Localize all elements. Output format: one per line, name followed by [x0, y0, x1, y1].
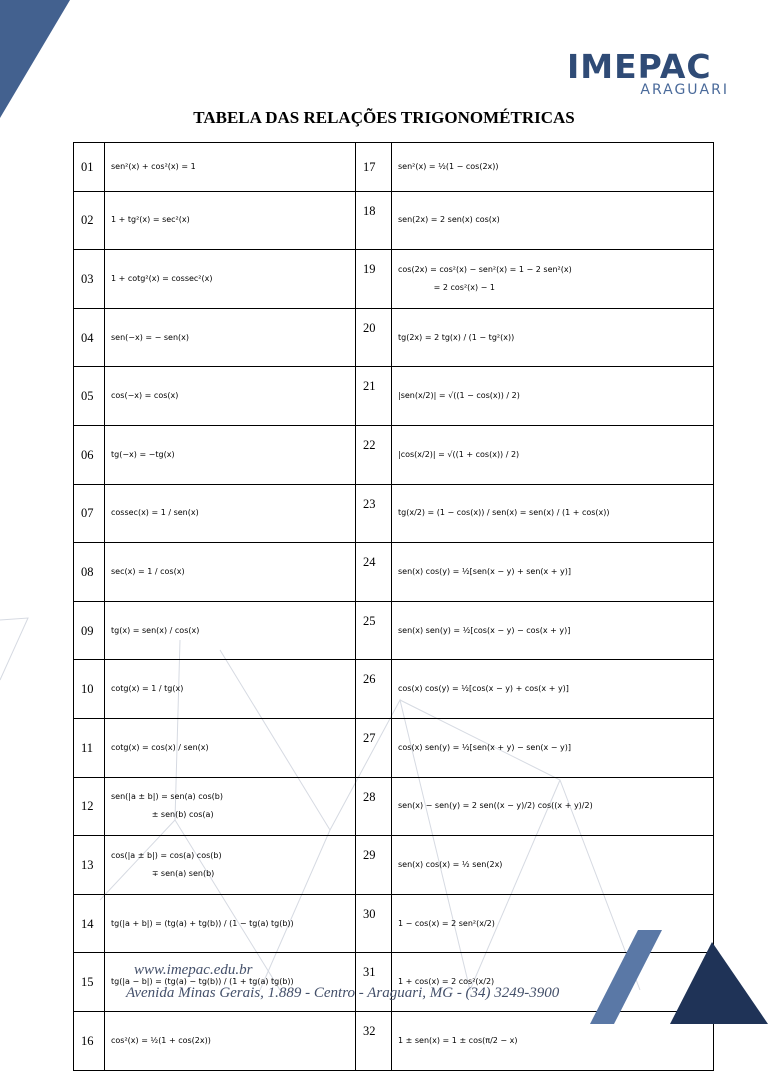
right-number-cell	[356, 953, 392, 1012]
left-formula: cossec(x) = 1 / sen(x)	[111, 508, 199, 518]
left-number: 11	[81, 740, 94, 755]
right-formula: sen(x) sen(y) = ½[cos(x − y) − cos(x + y)]	[398, 625, 571, 635]
left-number: 04	[81, 330, 94, 345]
left-formula-cell	[105, 836, 356, 895]
left-number: 14	[81, 916, 94, 931]
right-number-cell	[356, 1011, 392, 1070]
right-formula: sen(x) − sen(y) = 2 sen((x − y)/2) cos((x + y)/2)	[398, 801, 593, 811]
left-formula-cell	[105, 718, 356, 777]
left-formula: 1 + cotg²(x) = cossec²(x)	[111, 273, 213, 283]
left-formula-cell	[105, 543, 356, 602]
table-row	[74, 836, 714, 895]
left-number: 06	[81, 447, 94, 462]
right-number-cell	[356, 143, 392, 192]
right-formula: cos(x) sen(y) = ½[sen(x + y) − sen(x − y)]	[398, 742, 572, 752]
left-formula: cotg(x) = cos(x) / sen(x)	[111, 742, 209, 752]
right-number-cell	[356, 484, 392, 543]
left-number-cell	[74, 601, 105, 660]
right-formula: sen(2x) = 2 sen(x) cos(x)	[398, 215, 500, 225]
right-formula-cell	[392, 601, 714, 660]
left-formula: sec(x) = 1 / cos(x)	[111, 566, 185, 576]
right-number-cell	[356, 718, 392, 777]
logo-sub-text: ARAGUARI	[640, 82, 729, 98]
right-formula: tg(2x) = 2 tg(x) / (1 − tg²(x))	[398, 332, 515, 342]
right-formula: sen(x) cos(x) = ½ sen(2x)	[398, 859, 503, 869]
right-formula-cell	[392, 484, 714, 543]
right-number: 18	[363, 203, 376, 218]
right-formula: sen²(x) = ½(1 − cos(2x))	[398, 161, 499, 171]
right-number: 20	[363, 320, 376, 335]
table-row	[74, 718, 714, 777]
table-row	[74, 543, 714, 602]
corner-decoration-bottom-right	[570, 930, 768, 1024]
table-row	[74, 367, 714, 426]
right-number-cell	[356, 191, 392, 250]
left-formula: cos²(x) = ½(1 + cos(2x))	[111, 1035, 211, 1045]
left-formula-cell	[105, 143, 356, 192]
footer-address: Avenida Minas Gerais, 1.889 - Centro - Araguari, MG - (34) 3249-3900	[126, 985, 560, 1001]
left-number: 08	[81, 564, 94, 579]
right-formula-cell	[392, 718, 714, 777]
right-formula-cell	[392, 143, 714, 192]
right-formula-cell	[392, 250, 714, 309]
left-formula-cell	[105, 191, 356, 250]
left-formula-cell	[105, 1011, 356, 1070]
right-number: 21	[363, 379, 376, 394]
page-title: TABELA DAS RELAÇÕES TRIGONOMÉTRICAS	[193, 108, 575, 127]
right-number: 31	[363, 965, 376, 980]
right-formula: sen(x) cos(y) = ½[sen(x − y) + sen(x + y)]	[398, 566, 572, 576]
right-number-cell	[356, 601, 392, 660]
left-number-cell	[74, 191, 105, 250]
right-number-cell	[356, 367, 392, 426]
left-number-cell	[74, 250, 105, 309]
table-row	[74, 425, 714, 484]
left-number: 03	[81, 271, 94, 286]
left-number: 12	[81, 799, 94, 814]
left-formula-cell	[105, 894, 356, 953]
right-formula: cos(x) cos(y) = ½[cos(x − y) + cos(x + y)]	[398, 684, 569, 694]
left-formula: cotg(x) = 1 / tg(x)	[111, 684, 184, 694]
left-number: 01	[81, 159, 94, 174]
left-formula: tg(|a + b|) = (tg(a) + tg(b)) / (1 − tg(a) tg(b))	[111, 918, 294, 928]
left-formula-cell	[105, 601, 356, 660]
left-number-cell	[74, 777, 105, 836]
right-formula-cell	[392, 425, 714, 484]
right-formula: 1 − cos(x) = 2 sen²(x/2)	[398, 918, 495, 928]
right-number: 32	[363, 1023, 376, 1038]
table-row	[74, 308, 714, 367]
left-number-cell	[74, 894, 105, 953]
left-formula: tg(|a − b|) = (tg(a) − tg(b)) / (1 + tg(a) tg(b))	[111, 977, 294, 987]
right-formula-cell	[392, 308, 714, 367]
left-number-cell	[74, 143, 105, 192]
left-number: 13	[81, 857, 94, 872]
left-formula-cell	[105, 484, 356, 543]
left-formula: tg(−x) = −tg(x)	[111, 449, 175, 459]
right-formula: 1 ± sen(x) = 1 ± cos(π/2 − x)	[398, 1035, 518, 1045]
corner-decoration-top-left	[0, 0, 70, 118]
left-number-cell	[74, 484, 105, 543]
table-row	[74, 484, 714, 543]
table-row	[74, 191, 714, 250]
imepac-logo	[567, 48, 729, 100]
right-number-cell	[356, 425, 392, 484]
right-formula-cell	[392, 836, 714, 895]
left-formula: cos(−x) = cos(x)	[111, 391, 179, 401]
table-row	[74, 250, 714, 309]
left-formula: cos(|a ± b|) = cos(a) cos(b) ∓ sen(a) sen(b)	[111, 850, 222, 878]
left-formula-cell	[105, 367, 356, 426]
left-number-cell	[74, 1011, 105, 1070]
right-number: 23	[363, 496, 376, 511]
right-number-cell	[356, 894, 392, 953]
right-formula-cell	[392, 191, 714, 250]
right-number: 29	[363, 848, 376, 863]
right-number-cell	[356, 836, 392, 895]
left-number-cell	[74, 718, 105, 777]
left-formula-cell	[105, 425, 356, 484]
right-number-cell	[356, 660, 392, 719]
left-number: 09	[81, 623, 94, 638]
right-formula-cell	[392, 660, 714, 719]
right-number: 28	[363, 789, 376, 804]
left-number-cell	[74, 660, 105, 719]
left-number-cell	[74, 367, 105, 426]
right-number: 19	[363, 262, 376, 277]
left-number: 10	[81, 682, 94, 697]
right-formula: cos(2x) = cos²(x) − sen²(x) = 1 − 2 sen²(x) = 2 cos²(x) − 1	[398, 264, 572, 292]
right-formula-cell	[392, 367, 714, 426]
right-formula-cell	[392, 543, 714, 602]
left-formula-cell	[105, 777, 356, 836]
left-formula: tg(x) = sen(x) / cos(x)	[111, 625, 200, 635]
left-number: 16	[81, 1033, 94, 1048]
right-number-cell	[356, 543, 392, 602]
left-formula-cell	[105, 308, 356, 367]
right-number: 30	[363, 906, 376, 921]
right-number-cell	[356, 250, 392, 309]
right-formula-cell	[392, 777, 714, 836]
left-formula: sen(|a ± b|) = sen(a) cos(b) ± sen(b) cos(a)	[111, 792, 223, 820]
left-number: 02	[81, 213, 94, 228]
right-number: 25	[363, 613, 376, 628]
right-formula: 1 + cos(x) = 2 cos²(x/2)	[398, 977, 495, 987]
right-number: 27	[363, 730, 376, 745]
left-formula: 1 + tg²(x) = sec²(x)	[111, 215, 190, 225]
right-number: 26	[363, 672, 376, 687]
left-formula: sen²(x) + cos²(x) = 1	[111, 161, 196, 171]
table-row	[74, 777, 714, 836]
left-number-cell	[74, 308, 105, 367]
left-number-cell	[74, 425, 105, 484]
right-formula: tg(x/2) = (1 − cos(x)) / sen(x) = sen(x) / (1 + cos(x))	[398, 508, 610, 518]
right-number: 17	[363, 159, 376, 174]
footer-website: www.imepac.edu.br	[134, 962, 253, 978]
right-formula: |sen(x/2)| = √((1 − cos(x)) / 2)	[398, 391, 520, 401]
right-number: 22	[363, 437, 376, 452]
left-number-cell	[74, 543, 105, 602]
table-row	[74, 660, 714, 719]
table-row	[74, 143, 714, 192]
left-number: 07	[81, 506, 94, 521]
left-formula-cell	[105, 250, 356, 309]
left-number: 15	[81, 975, 94, 990]
left-formula: sen(−x) = − sen(x)	[111, 332, 190, 342]
right-number-cell	[356, 308, 392, 367]
right-formula: |cos(x/2)| = √((1 + cos(x)) / 2)	[398, 449, 520, 459]
left-number: 05	[81, 389, 94, 404]
right-number-cell	[356, 777, 392, 836]
left-formula-cell	[105, 660, 356, 719]
left-number-cell	[74, 953, 105, 1012]
right-number: 24	[363, 555, 376, 570]
logo-main-text: IMEPAC	[567, 47, 712, 86]
left-number-cell	[74, 836, 105, 895]
table-row	[74, 601, 714, 660]
